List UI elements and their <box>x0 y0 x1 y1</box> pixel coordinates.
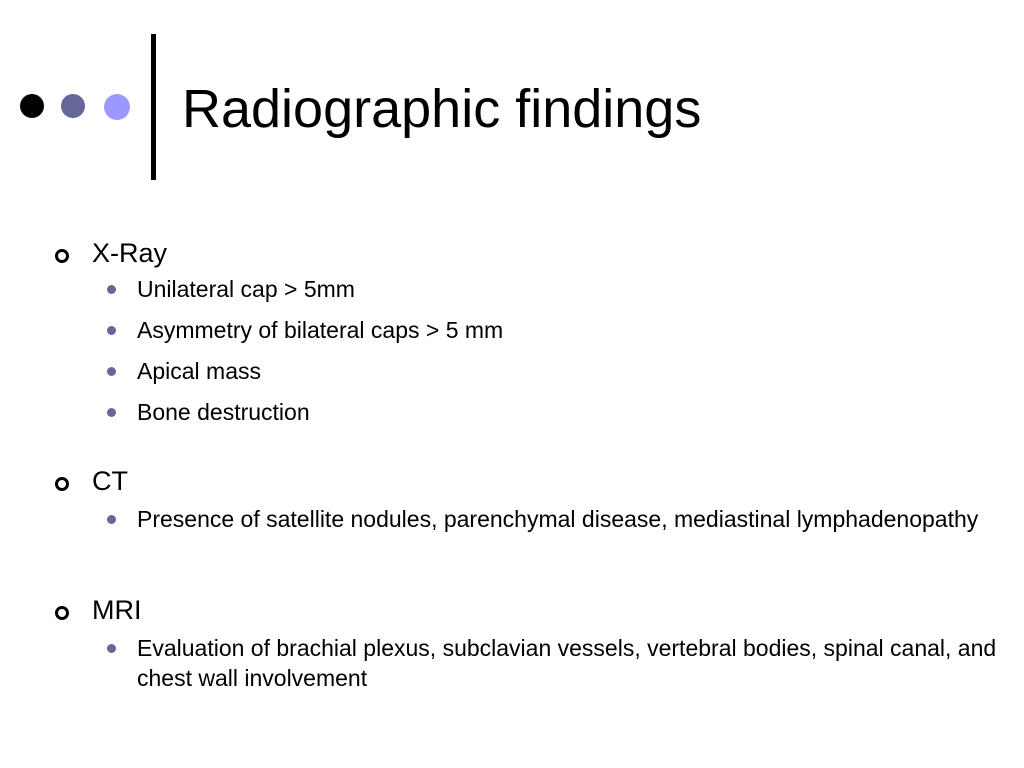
slide-title: Radiographic findings <box>182 79 702 139</box>
ring-bullet-icon <box>55 249 69 263</box>
section-heading: MRI <box>92 595 142 625</box>
dot-bullet-icon <box>107 408 116 417</box>
dot-bullet-icon <box>107 644 116 653</box>
bullet-text: Evaluation of brachial plexus, subclavian vessels, vertebral bodies, spinal canal, and chest wall involvement <box>137 635 997 691</box>
bullet-text: Asymmetry of bilateral caps > 5 mm <box>137 317 504 343</box>
section-heading: CT <box>92 466 128 496</box>
bullet-text: Apical mass <box>137 358 261 384</box>
ring-bullet-icon <box>55 477 69 491</box>
bullet-level1 <box>0 236 1024 270</box>
bullet-level2 <box>137 397 997 431</box>
section-heading: X-Ray <box>92 238 168 268</box>
dot-bullet-icon <box>107 326 116 335</box>
bullet-level1 <box>0 464 1024 498</box>
dot-bullet-icon <box>107 367 116 376</box>
bullet-level1 <box>0 593 1024 627</box>
bullet-level2 <box>137 315 997 349</box>
section-mri <box>0 593 1024 693</box>
bullet-level2 <box>137 633 997 693</box>
dot-bullet-icon <box>107 285 116 294</box>
bullet-text: Unilateral cap > 5mm <box>137 276 355 302</box>
ring-bullet-icon <box>55 606 69 620</box>
bullet-text: Bone destruction <box>137 399 310 425</box>
bullet-text: Presence of satellite nodules, parenchymal disease, mediastinal lymphadenopathy <box>137 506 979 532</box>
section-ct <box>0 464 1024 534</box>
bullet-level2 <box>137 504 997 534</box>
dot-bullet-icon <box>107 515 116 524</box>
section-xray <box>0 236 1024 431</box>
bullet-level2 <box>137 274 997 308</box>
bullet-level2 <box>137 356 997 390</box>
